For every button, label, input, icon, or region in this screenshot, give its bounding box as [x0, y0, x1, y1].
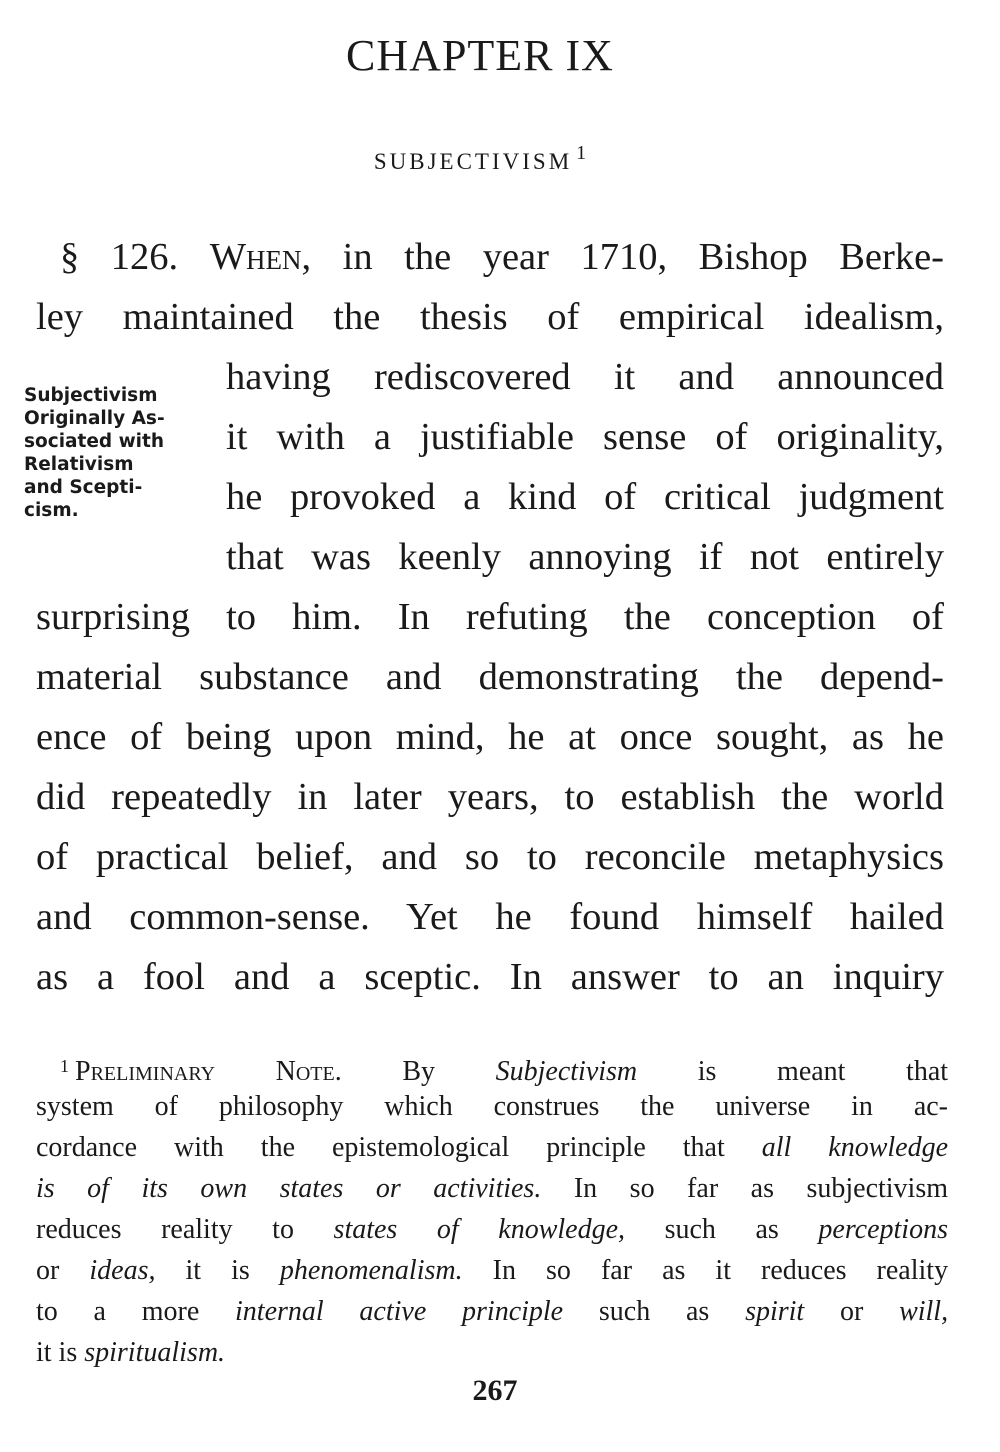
footnote-italic: perceptions: [818, 1214, 948, 1245]
body-line-3: having rediscovered it and announced: [226, 356, 944, 398]
footnote-line-3: [36, 1128, 948, 1168]
body-line-6: that was keenly annoying if not entirely: [226, 536, 944, 578]
footnote-text: it is: [36, 1337, 78, 1368]
margin-note-line: cism.: [24, 500, 79, 521]
footnote-mark: [36, 1056, 75, 1087]
footnote-text: or: [36, 1255, 60, 1286]
footnote-text: such as: [664, 1214, 779, 1245]
footnote-italic: all knowledge: [761, 1132, 948, 1163]
footnote-line-4: [36, 1169, 948, 1209]
footnote-text: In so far as it reduces reality: [492, 1255, 949, 1286]
footnote-italic: ideas,: [89, 1255, 156, 1286]
subtitle-text: SUBJECTIVISM: [373, 149, 573, 174]
opening-word: When: [209, 236, 302, 278]
footnote-text: cordance with the epistemological principle that: [36, 1132, 725, 1163]
footnote-reference: 1: [576, 142, 587, 164]
footnote-line-5: [36, 1210, 948, 1250]
section-number: § 126.: [60, 236, 179, 278]
footnote-line-7: [36, 1292, 948, 1332]
footnote-italic: will,: [899, 1296, 949, 1327]
body-line-10: did repeatedly in later years, to establish the world: [36, 776, 944, 818]
body-line-11: of practical belief, and so to reconcile metaphysics: [36, 836, 944, 878]
margin-note-line: Relativism: [24, 454, 134, 475]
margin-note-line: Originally As-: [24, 408, 165, 429]
footnote-line-2: system of philosophy which construes the universe in ac-: [36, 1091, 948, 1122]
page-number: 267: [472, 1374, 518, 1407]
margin-note-line: Subjectivism: [24, 385, 158, 406]
footnote-mark-number: 1: [60, 1056, 69, 1076]
footnote-line-8: [36, 1333, 948, 1373]
footnote-italic: Subjectivism: [495, 1056, 638, 1087]
body-line-8: material substance and demonstrating the depend-: [36, 656, 944, 698]
chapter-heading: CHAPTER IX: [346, 31, 614, 80]
footnote-text: it is: [185, 1255, 250, 1286]
footnote-text: By: [402, 1056, 436, 1087]
footnote-italic: spirit: [745, 1296, 805, 1327]
footnote-italic: internal active principle: [235, 1296, 564, 1327]
body-line-4: it with a justifiable sense of originality,: [226, 416, 944, 458]
body-line-1: [36, 234, 944, 280]
margin-note-line: sociated with: [24, 431, 165, 452]
footnote-text: In so far as subjectivism: [573, 1173, 949, 1204]
footnote-line-1: [36, 1046, 948, 1092]
chapter-subtitle: [0, 142, 960, 175]
footnote-italic: phenomenalism.: [279, 1255, 463, 1286]
margin-note: [24, 384, 214, 522]
footnote-text: is meant that: [697, 1056, 949, 1087]
footnote-italic: spiritualism.: [84, 1337, 226, 1368]
footnote-text: reduces reality to: [36, 1214, 294, 1245]
footnote-line-6: [36, 1251, 948, 1291]
body-line-2: ley maintained the thesis of empirical idealism,: [36, 296, 944, 338]
body-line-1-rest: , in the year 1710, Bishop Berke-: [301, 236, 945, 278]
body-line-12: and common-sense. Yet he found himself hailed: [36, 896, 944, 938]
body-line-7: surprising to him. In refuting the conception of: [36, 596, 944, 638]
footnote-heading: Preliminary Note.: [75, 1056, 342, 1087]
footnote-italic: is of its own states or activities.: [36, 1173, 542, 1204]
footnote-text: to a more: [36, 1296, 200, 1327]
footnote-text: or: [839, 1296, 864, 1327]
body-line-9: ence of being upon mind, he at once sought, as he: [36, 716, 944, 758]
footnote-italic: states of knowledge,: [333, 1214, 625, 1245]
margin-note-line: and Scepti-: [24, 477, 143, 498]
body-line-13: as a fool and a sceptic. In answer to an inquiry: [36, 956, 944, 998]
footnote-text: such as: [598, 1296, 710, 1327]
body-line-5: he provoked a kind of critical judgment: [226, 476, 944, 518]
